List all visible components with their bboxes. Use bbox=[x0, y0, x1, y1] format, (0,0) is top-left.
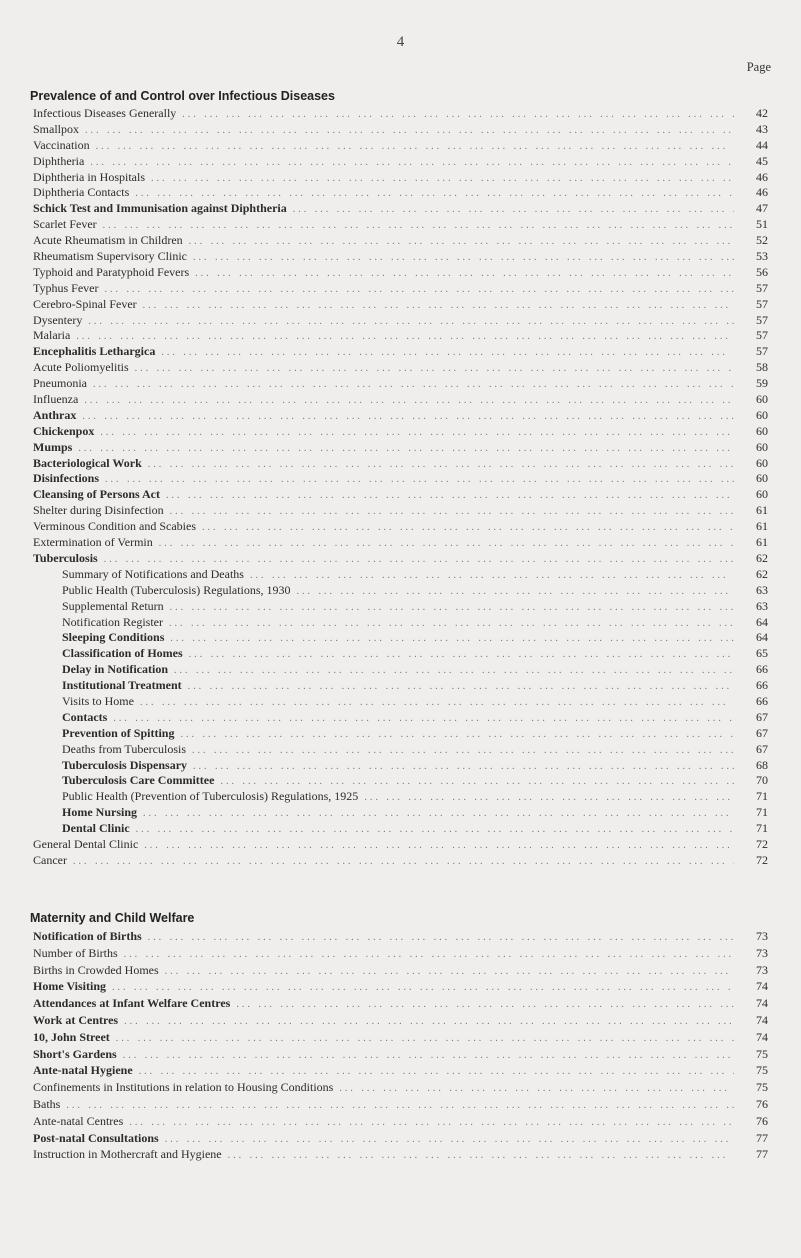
dot-leader bbox=[100, 425, 734, 441]
entry-page-number: 75 bbox=[756, 1080, 768, 1095]
entry-page-number: 44 bbox=[756, 137, 768, 152]
dot-leader bbox=[189, 234, 734, 250]
entry-page-number: 47 bbox=[756, 201, 768, 216]
dot-leader bbox=[140, 695, 734, 711]
entry-label: Work at Centres bbox=[33, 1012, 119, 1027]
index-entry bbox=[30, 313, 768, 329]
entry-page-number: 73 bbox=[756, 929, 768, 943]
entry-page-number: 63 bbox=[756, 598, 768, 613]
entry-page-number: 51 bbox=[756, 217, 768, 232]
index-entry bbox=[30, 662, 768, 678]
entry-page-number: 57 bbox=[756, 312, 768, 327]
index-entry bbox=[30, 583, 768, 599]
entry-label: Pneumonia bbox=[33, 376, 87, 391]
entry-page-number: 57 bbox=[756, 296, 768, 311]
entry-page-number: 74 bbox=[756, 996, 768, 1011]
entry-label: Bacteriological Work bbox=[33, 455, 142, 470]
entry-label: Contacts bbox=[62, 709, 108, 724]
entry-page-number: 65 bbox=[756, 646, 768, 661]
entry-page-number: 72 bbox=[756, 852, 768, 867]
dot-leader bbox=[364, 790, 734, 806]
entry-label: Disinfections bbox=[33, 471, 99, 486]
entry-page-number: 77 bbox=[756, 1147, 768, 1162]
index-entry bbox=[30, 487, 768, 503]
entry-label: Extermination of Vermin bbox=[33, 535, 153, 550]
entry-page-number: 67 bbox=[756, 741, 768, 756]
dot-leader bbox=[193, 759, 734, 775]
entry-page-number: 67 bbox=[756, 709, 768, 724]
index-entry bbox=[30, 962, 768, 979]
index-entry bbox=[30, 201, 768, 217]
dot-leader bbox=[105, 472, 734, 488]
entry-label: Cleansing of Persons Act bbox=[33, 487, 160, 502]
entry-page-number: 66 bbox=[756, 662, 768, 677]
index-entry bbox=[30, 853, 768, 869]
entry-label: Public Health (Prevention of Tuberculosis) Regulations, 1925 bbox=[62, 789, 359, 804]
entry-page-number: 75 bbox=[756, 1063, 768, 1078]
dot-leader bbox=[104, 552, 734, 568]
dot-leader bbox=[202, 520, 734, 536]
entry-page-number: 74 bbox=[756, 1029, 768, 1044]
entry-page-number: 57 bbox=[756, 328, 768, 343]
entry-page-number: 53 bbox=[756, 249, 768, 264]
index-entry bbox=[30, 710, 768, 726]
entry-list bbox=[30, 928, 768, 1163]
entry-label: Rheumatism Supervisory Clinic bbox=[33, 249, 187, 264]
entry-label: Tuberculosis Care Committee bbox=[62, 773, 215, 788]
section-infectious-diseases bbox=[30, 86, 768, 869]
entry-page-number: 75 bbox=[756, 1046, 768, 1061]
index-entry bbox=[30, 694, 768, 710]
entry-label: Malaria bbox=[33, 328, 71, 343]
dot-leader bbox=[170, 631, 734, 647]
entry-page-number: 60 bbox=[756, 407, 768, 422]
entry-label: Delay in Notification bbox=[62, 662, 168, 677]
dot-leader bbox=[193, 250, 734, 266]
entry-label: Baths bbox=[33, 1096, 61, 1111]
dot-leader bbox=[170, 600, 734, 616]
entry-label: Vaccination bbox=[33, 137, 90, 152]
dot-leader bbox=[78, 441, 734, 457]
entry-page-number: 72 bbox=[756, 836, 768, 851]
index-entry bbox=[30, 122, 768, 138]
index-entry bbox=[30, 1096, 768, 1113]
entry-label: Diphtheria in Hospitals bbox=[33, 169, 145, 184]
entry-page-number: 66 bbox=[756, 678, 768, 693]
dot-leader bbox=[135, 361, 734, 377]
entry-page-number: 60 bbox=[756, 487, 768, 502]
entry-label: Verminous Condition and Scabies bbox=[33, 519, 196, 534]
index-entry bbox=[30, 154, 768, 170]
index-entry bbox=[30, 945, 768, 962]
entry-label: Encephalitis Lethargica bbox=[33, 344, 156, 359]
entry-page-number: 56 bbox=[756, 264, 768, 279]
entry-page-number: 73 bbox=[756, 962, 768, 977]
entry-page-number: 60 bbox=[756, 471, 768, 486]
entry-page-number: 76 bbox=[756, 1096, 768, 1111]
index-entry bbox=[30, 805, 768, 821]
entry-page-number: 61 bbox=[756, 535, 768, 550]
entry-label: Post-natal Consultations bbox=[33, 1130, 159, 1145]
entry-page-number: 67 bbox=[756, 725, 768, 740]
entry-page-number: 46 bbox=[756, 185, 768, 200]
entry-label: Acute Rheumatism in Children bbox=[33, 233, 183, 248]
index-entry bbox=[30, 170, 768, 186]
entry-page-number: 71 bbox=[756, 821, 768, 836]
index-entry bbox=[30, 789, 768, 805]
index-entry bbox=[30, 646, 768, 662]
entry-label: Notification of Births bbox=[33, 929, 142, 943]
entry-label: Home Nursing bbox=[62, 805, 137, 820]
dot-leader bbox=[166, 488, 734, 504]
index-entry bbox=[30, 1062, 768, 1079]
entry-page-number: 43 bbox=[756, 121, 768, 136]
dot-leader bbox=[82, 409, 734, 425]
index-entry bbox=[30, 424, 768, 440]
dot-leader bbox=[228, 1148, 734, 1165]
entry-label: Short's Gardens bbox=[33, 1046, 117, 1061]
entry-label: Attendances at Infant Welfare Centres bbox=[33, 996, 231, 1011]
entry-page-number: 68 bbox=[756, 757, 768, 772]
entry-label: Diphtheria Contacts bbox=[33, 185, 130, 200]
dot-leader bbox=[76, 329, 734, 345]
entry-page-number: 60 bbox=[756, 439, 768, 454]
index-entry bbox=[30, 1012, 768, 1029]
entry-label: Ante-natal Hygiene bbox=[33, 1063, 133, 1078]
dot-leader bbox=[169, 616, 734, 632]
section-title: Maternity and Child Welfare bbox=[30, 911, 195, 925]
index-entry bbox=[30, 567, 768, 583]
index-entry bbox=[30, 615, 768, 631]
entry-page-number: 73 bbox=[756, 945, 768, 960]
section-title: Prevalence of and Control over Infectious Diseases bbox=[30, 89, 335, 103]
index-entry bbox=[30, 328, 768, 344]
dot-leader bbox=[84, 393, 734, 409]
entry-page-number: 77 bbox=[756, 1130, 768, 1145]
dot-leader bbox=[113, 711, 734, 727]
dot-leader bbox=[297, 584, 734, 600]
entry-label: Public Health (Tuberculosis) Regulations, 1930 bbox=[62, 582, 291, 597]
index-entry bbox=[30, 1130, 768, 1147]
index-entry bbox=[30, 519, 768, 535]
index-entry bbox=[30, 408, 768, 424]
entry-label: Cancer bbox=[33, 852, 67, 867]
index-entry bbox=[30, 392, 768, 408]
entry-page-number: 64 bbox=[756, 614, 768, 629]
entry-label: Shelter during Disinfection bbox=[33, 503, 164, 518]
page-column-header: Page bbox=[746, 60, 771, 74]
dot-leader bbox=[151, 171, 734, 187]
entry-label: Institutional Treatment bbox=[62, 678, 182, 693]
entry-page-number: 60 bbox=[756, 392, 768, 407]
dot-leader bbox=[85, 123, 734, 139]
dot-leader bbox=[88, 314, 734, 330]
entry-page-number: 61 bbox=[756, 503, 768, 518]
entry-page-number: 64 bbox=[756, 630, 768, 645]
index-entry bbox=[30, 265, 768, 281]
dot-leader bbox=[159, 536, 734, 552]
entry-page-number: 66 bbox=[756, 693, 768, 708]
dot-leader bbox=[136, 822, 734, 838]
entry-label: Schick Test and Immunisation against Diphtheria bbox=[33, 201, 287, 216]
dot-leader bbox=[90, 155, 734, 171]
index-entry bbox=[30, 185, 768, 201]
index-entry bbox=[30, 249, 768, 265]
entry-label: Notification Register bbox=[62, 614, 163, 629]
index-entry bbox=[30, 344, 768, 360]
dot-leader bbox=[148, 457, 734, 473]
entry-page-number: 74 bbox=[756, 979, 768, 994]
entry-page-number: 57 bbox=[756, 344, 768, 359]
entry-page-number: 42 bbox=[756, 106, 768, 120]
entry-page-number: 76 bbox=[756, 1113, 768, 1128]
dot-leader bbox=[195, 266, 734, 282]
index-entry bbox=[30, 471, 768, 487]
entry-label: Prevention of Spitting bbox=[62, 725, 175, 740]
index-entry bbox=[30, 440, 768, 456]
entry-label: Dental Clinic bbox=[62, 821, 130, 836]
dot-leader bbox=[73, 854, 734, 870]
entry-label: Acute Poliomyelitis bbox=[33, 360, 129, 375]
entry-label: Smallpox bbox=[33, 121, 80, 136]
index-entry bbox=[30, 376, 768, 392]
index-entry bbox=[30, 978, 768, 995]
index-entry bbox=[30, 281, 768, 297]
entry-page-number: 60 bbox=[756, 423, 768, 438]
dot-leader bbox=[180, 727, 734, 743]
index-entry bbox=[30, 630, 768, 646]
index-entry bbox=[30, 360, 768, 376]
dot-leader bbox=[143, 806, 734, 822]
entry-page-number: 71 bbox=[756, 789, 768, 804]
index-entry bbox=[30, 456, 768, 472]
entry-page-number: 62 bbox=[756, 566, 768, 581]
entry-label: Ante-natal Centres bbox=[33, 1113, 124, 1128]
dot-leader bbox=[170, 504, 734, 520]
entry-label: Instruction in Mothercraft and Hygiene bbox=[33, 1147, 222, 1162]
dot-leader bbox=[182, 107, 734, 123]
dot-leader bbox=[143, 298, 734, 314]
entry-label: Tuberculosis bbox=[33, 550, 98, 565]
entry-page-number: 61 bbox=[756, 519, 768, 534]
entry-label: Influenza bbox=[33, 392, 79, 407]
dot-leader bbox=[250, 568, 734, 584]
entry-label: Visits to Home bbox=[62, 693, 134, 708]
entry-page-number: 63 bbox=[756, 582, 768, 597]
dot-leader bbox=[220, 774, 734, 790]
entry-label: Typhus Fever bbox=[33, 280, 99, 295]
entry-label: Summary of Notifications and Deaths bbox=[62, 566, 244, 581]
entry-label: General Dental Clinic bbox=[33, 836, 139, 851]
entry-page-number: 62 bbox=[756, 550, 768, 565]
index-entry bbox=[30, 995, 768, 1012]
entry-page-number: 52 bbox=[756, 233, 768, 248]
dot-leader bbox=[96, 139, 734, 155]
page-number: 4 bbox=[396, 34, 405, 50]
index-entry bbox=[30, 758, 768, 774]
entry-label: Mumps bbox=[33, 439, 73, 454]
dot-leader bbox=[103, 218, 734, 234]
entry-page-number: 45 bbox=[756, 153, 768, 168]
section-maternity-child-welfare bbox=[30, 908, 768, 1163]
entry-label: 10, John Street bbox=[33, 1029, 110, 1044]
entry-page-number: 59 bbox=[756, 376, 768, 391]
index-entry bbox=[30, 551, 768, 567]
index-entry bbox=[30, 1029, 768, 1046]
dot-leader bbox=[174, 663, 734, 679]
dot-leader bbox=[135, 186, 734, 202]
entry-page-number: 71 bbox=[756, 805, 768, 820]
index-entry bbox=[30, 837, 768, 853]
index-entry bbox=[30, 773, 768, 789]
index-entry bbox=[30, 599, 768, 615]
dot-leader bbox=[93, 377, 734, 393]
entry-label: Tuberculosis Dispensary bbox=[62, 757, 188, 772]
dot-leader bbox=[192, 743, 734, 759]
index-entry bbox=[30, 821, 768, 837]
entry-label: Diphtheria bbox=[33, 153, 85, 168]
entry-label: Confinements in Institutions in relation to Housing Conditions bbox=[33, 1080, 334, 1095]
entry-label: Scarlet Fever bbox=[33, 217, 97, 232]
entry-label: Number of Births bbox=[33, 945, 118, 960]
index-entry bbox=[30, 535, 768, 551]
index-entry bbox=[30, 233, 768, 249]
entry-label: Sleeping Conditions bbox=[62, 630, 165, 645]
entry-page-number: 74 bbox=[756, 1012, 768, 1027]
entry-label: Supplemental Return bbox=[62, 598, 164, 613]
entry-page-number: 57 bbox=[756, 280, 768, 295]
entry-label: Deaths from Tuberculosis bbox=[62, 741, 186, 756]
entry-page-number: 60 bbox=[756, 455, 768, 470]
entry-list bbox=[30, 106, 768, 869]
entry-label: Cerebro-Spinal Fever bbox=[33, 296, 137, 311]
dot-leader bbox=[104, 282, 734, 298]
entry-label: Infectious Diseases Generally bbox=[33, 106, 177, 120]
entry-page-number: 46 bbox=[756, 169, 768, 184]
index-entry bbox=[30, 503, 768, 519]
index-entry bbox=[30, 297, 768, 313]
dot-leader bbox=[188, 679, 734, 695]
index-entry bbox=[30, 138, 768, 154]
entry-label: Classification of Homes bbox=[62, 646, 183, 661]
index-entry bbox=[30, 106, 768, 122]
dot-leader bbox=[293, 202, 734, 218]
index-entry bbox=[30, 1046, 768, 1063]
index-entry bbox=[30, 217, 768, 233]
dot-leader bbox=[189, 647, 734, 663]
index-entry bbox=[30, 726, 768, 742]
index-entry bbox=[30, 1113, 768, 1130]
entry-label: Home Visiting bbox=[33, 979, 107, 994]
entry-label: Births in Crowded Homes bbox=[33, 962, 159, 977]
entry-page-number: 70 bbox=[756, 773, 768, 788]
entry-label: Typhoid and Paratyphoid Fevers bbox=[33, 264, 190, 279]
index-entry bbox=[30, 678, 768, 694]
index-entry bbox=[30, 1146, 768, 1163]
index-entry bbox=[30, 742, 768, 758]
index-entry bbox=[30, 1079, 768, 1096]
entry-label: Chickenpox bbox=[33, 423, 95, 438]
dot-leader bbox=[161, 345, 734, 361]
entry-page-number: 58 bbox=[756, 360, 768, 375]
dot-leader bbox=[144, 838, 734, 854]
entry-label: Dysentery bbox=[33, 312, 83, 327]
index-entry bbox=[30, 928, 768, 945]
entry-label: Anthrax bbox=[33, 407, 77, 422]
